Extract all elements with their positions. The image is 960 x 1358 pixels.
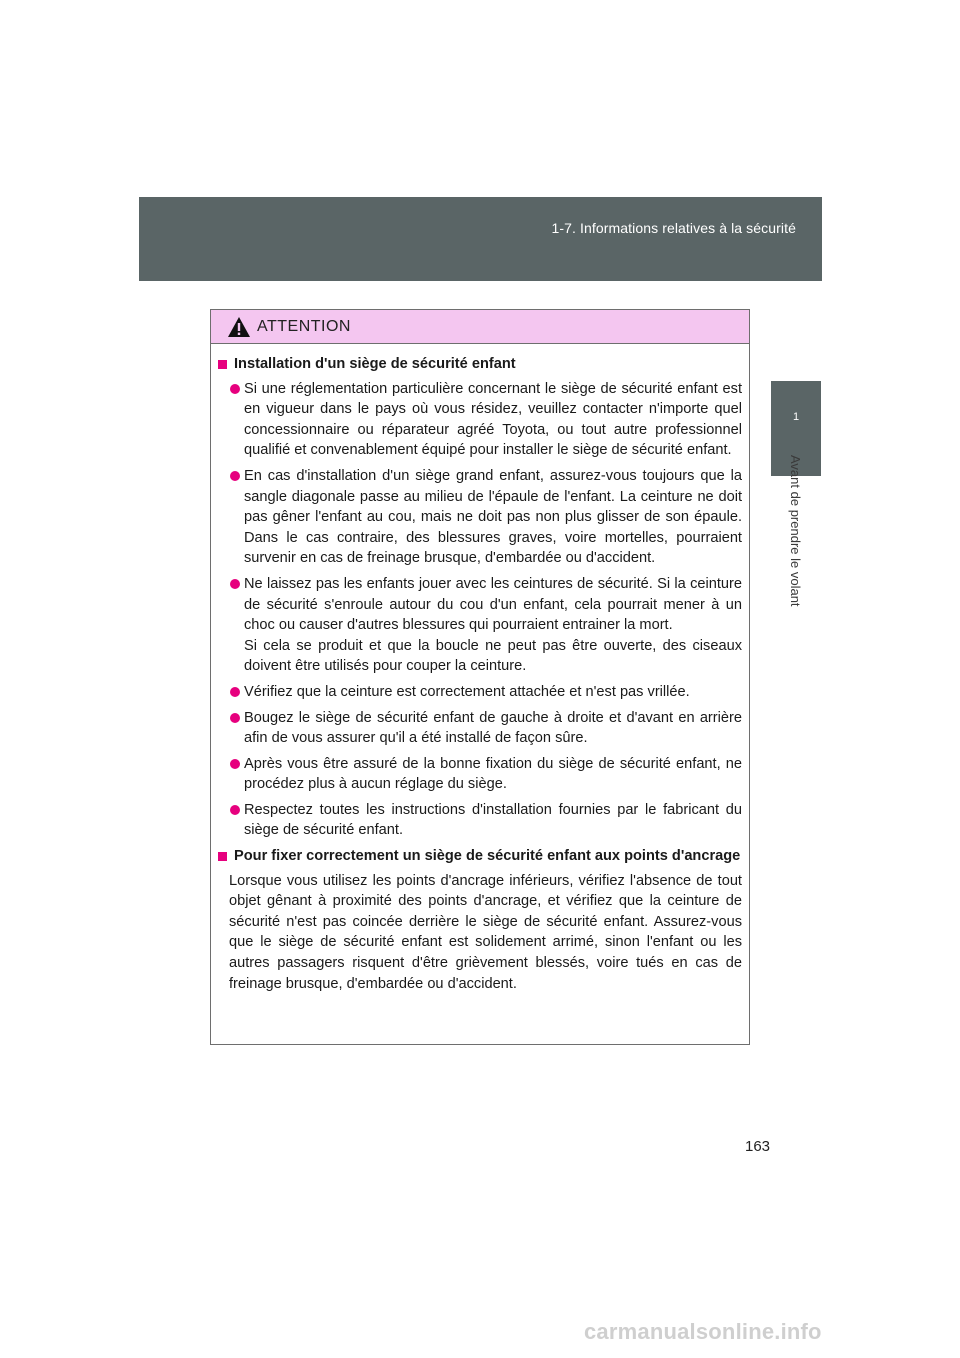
list-item	[228, 466, 742, 569]
section-title: 1-7. Informations relatives à la sécurité	[551, 220, 796, 236]
list-item	[228, 379, 742, 461]
list-item-text: En cas d'installation d'un siège grand enfant, assurez-vous toujours que la sangle diagonale passe au milieu de l'épaule de l'enfant. La ceinture ne doit pas gêner l'enfant au cou, mais ne doit pas non plus glisser de son épaule. Dans le cas contraire, des blessures graves, voire mortelles, pourraient survenir en cas de freinage brusque, d'embardée ou d'accident.	[244, 467, 742, 567]
list-item-text: Respectez toutes les instructions d'installation fournies par le fabricant du siège de sécurité enfant.	[244, 801, 742, 839]
round-bullet-icon	[230, 384, 240, 394]
warning-title: ATTENTION	[257, 317, 351, 335]
round-bullet-icon	[230, 713, 240, 723]
list-item-text: Bougez le siège de sécurité enfant de gauche à droite et d'avant en arrière afin de vous assurer qu'il a été installé de façon sûre.	[244, 709, 742, 747]
chapter-label: Avant de prendre le volant	[788, 455, 803, 607]
warning-triangle-icon	[227, 316, 251, 338]
warning-body	[211, 344, 749, 994]
list-item-text: Après vous être assuré de la bonne fixation du siège de sécurité enfant, ne procédez plus à aucun réglage du siège.	[244, 755, 742, 793]
warning-header	[211, 310, 749, 344]
page-number: 163	[745, 1138, 771, 1155]
square-bullet-icon	[218, 360, 227, 369]
list-item	[228, 708, 742, 749]
list-item-text: Si cela se produit et que la boucle ne peut pas être ouverte, des ciseaux doivent être utilisés pour couper la ceinture.	[244, 637, 742, 675]
round-bullet-icon	[230, 687, 240, 697]
round-bullet-icon	[230, 471, 240, 481]
section-heading-text: Installation d'un siège de sécurité enfant	[234, 356, 516, 372]
list-item	[228, 574, 742, 677]
section-heading-text: Pour fixer correctement un siège de sécurité enfant aux points d'ancrage	[234, 848, 741, 865]
round-bullet-icon	[230, 759, 240, 769]
section-heading	[216, 846, 742, 867]
round-bullet-icon	[230, 579, 240, 589]
section-paragraph: Lorsque vous utilisez les points d'ancrage inférieurs, vérifiez l'absence de tout objet gênant à proximité des points d'ancrage, et vérifiez que la ceinture de sécurité n'est pas coincée derrière le siège de sécurité enfant. Assurez-vous que le siège de sécurité enfant est solidement arrimé, sinon l'enfant ou les autres passagers risquent d'être grièvement blessés, voire tués en cas de freinage brusque, d'embardée ou d'accident.	[229, 872, 742, 992]
square-bullet-icon	[218, 852, 227, 861]
section-heading	[216, 354, 742, 375]
chapter-header-band	[139, 197, 822, 281]
chapter-number: 1	[792, 411, 800, 423]
list-item-text: Ne laissez pas les enfants jouer avec les ceintures de sécurité. Si la ceinture de sécurité s'enroule autour du cou d'un enfant, cela pourrait mener à un choc ou causer d'autres blessures qui pourraient entrainer la mort.	[244, 575, 742, 634]
watermark-text: carmanualsonline.info	[584, 1319, 822, 1344]
list-item	[228, 800, 742, 841]
list-item-text: Si une réglementation particulière concernant le siège de sécurité enfant est en vigueur dans le pays où vous résidez, veuillez contacter n'importe quel concessionnaire ou réparateur agréé Toyota, ou tout autre professionnel qualifié et convenablement équipé pour installer le siège de sécurité enfant.	[244, 380, 742, 459]
warning-box	[210, 309, 750, 1045]
list-item	[228, 682, 742, 703]
list-item	[228, 754, 742, 795]
round-bullet-icon	[230, 805, 240, 815]
list-item-text: Vérifiez que la ceinture est correctement attachée et n'est pas vrillée.	[244, 683, 690, 700]
